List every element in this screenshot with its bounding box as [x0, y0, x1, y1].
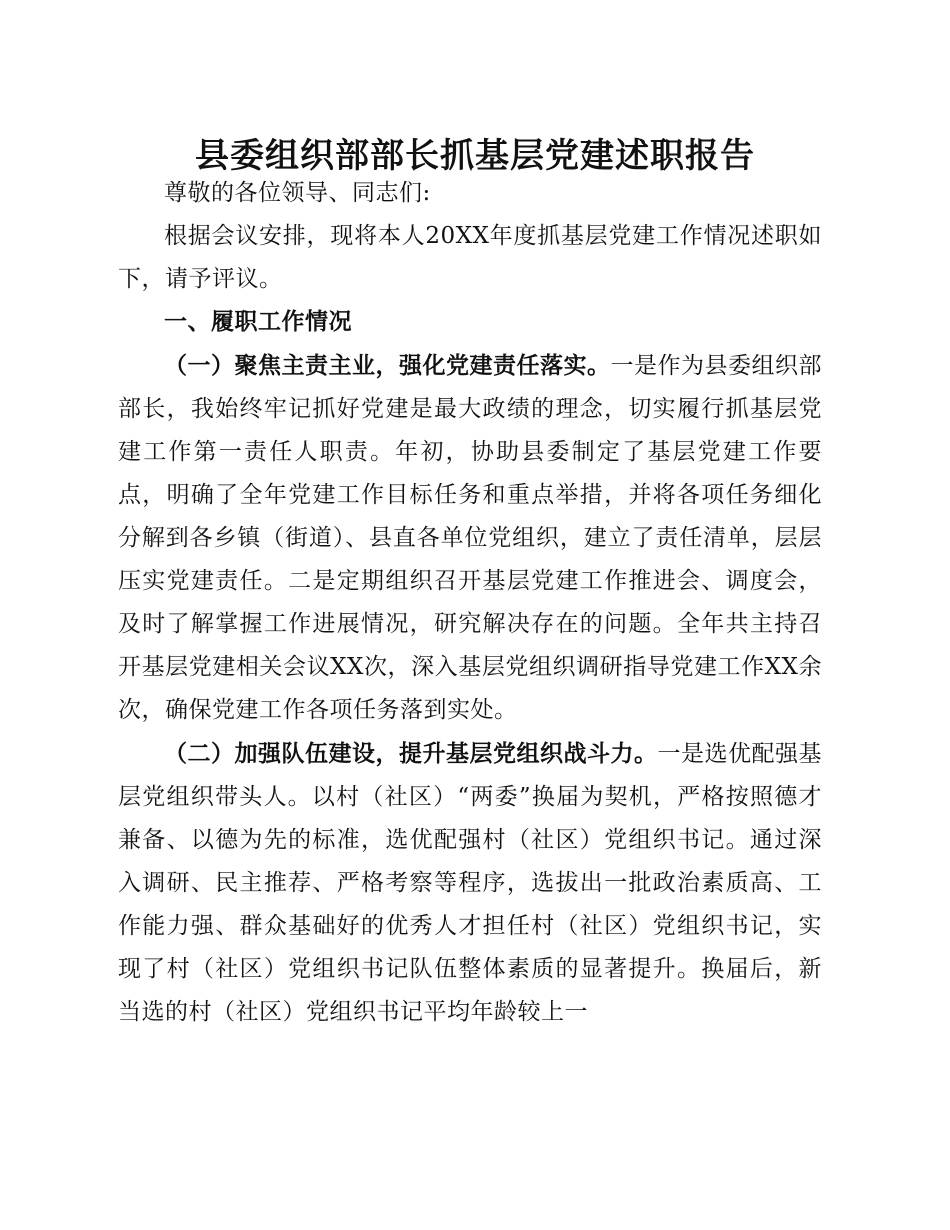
section-heading: 一、履职工作情况 [164, 309, 352, 335]
subsection-2-paragraph [118, 732, 822, 1034]
subsection-1-paragraph [118, 344, 822, 732]
document-title: 县委组织部部长抓基层党建述职报告 [195, 136, 755, 176]
intro-paragraph: 根据会议安排，现将本人20XX年度抓基层党建工作情况述职如下，请予评议。 [118, 223, 822, 292]
document-body [118, 172, 822, 1034]
subsection-1-heading: （一）聚焦主责主业，强化党建责任落实。 [164, 352, 611, 379]
subsection-2-heading: （二）加强队伍建设，提升基层党组织战斗力。 [164, 740, 658, 767]
subsection-2-body: 一是选优配强基层党组织带头人。以村（社区）“两委”换届为契机，严格按照德才兼备、以德为先的标准，选优配强村（社区）党组织书记。通过深入调研、民主推荐、严格考察等程序，选拔出一批政治素质高、工作能力强、群众基础好的优秀人才担任村（社区）党组织书记，实现了村（社区）党组织书记队伍整体素质的显著提升。换届后，新当选的村（社区）党组织书记平均年龄较上一 [118, 741, 822, 1025]
salutation: 尊敬的各位领导、同志们: [164, 180, 431, 206]
subsection-1-body: 一是作为县委组织部部长，我始终牢记抓好党建是最大政绩的理念，切实履行抓基层党建工作第一责任人职责。年初，协助县委制定了基层党建工作要点，明确了全年党建工作目标任务和重点举措，并将各项任务细化分解到各乡镇（街道）、县直各单位党组织，建立了责任清单，层层压实党建责任。二是定期组织召开基层党建工作推进会、调度会，及时了解掌握工作进展情况，研究解决存在的问题。全年共主持召开基层党建相关会议XX次，深入基层党组织调研指导党建工作XX余次，确保党建工作各项任务落到实处。 [118, 353, 822, 723]
